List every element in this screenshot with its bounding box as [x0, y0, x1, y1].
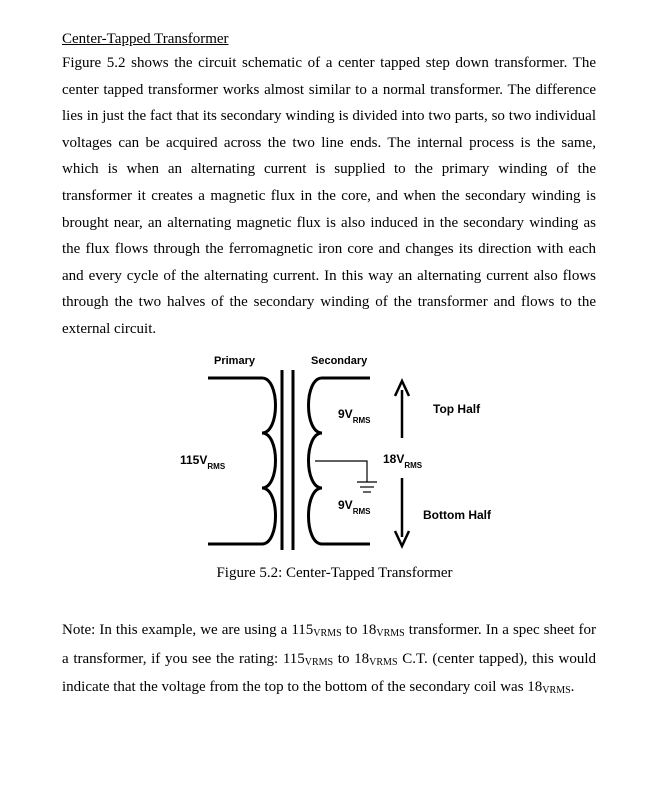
transformer-figure [170, 350, 510, 555]
document-body [62, 28, 596, 343]
top-voltage-label: $9V_{RMS}$ [338, 407, 371, 425]
total-voltage-label: $18V_{RMS}$ [383, 452, 423, 470]
bottom-voltage-label: $9V_{RMS}$ [338, 498, 371, 516]
bottom-arrow-icon [395, 478, 409, 546]
secondary-label: Secondary [311, 355, 368, 367]
top-arrow-icon [395, 381, 409, 438]
top-half-label: Top Half [433, 402, 481, 416]
primary-coil [262, 378, 276, 544]
body-paragraph: Figure 5.2 shows the circuit schematic of a center tapped step down transformer. The center tapped transformer works almost similar to a normal transformer. The difference lies in just the fact that its secondary winding is divided into two parts, so two individual voltages can be acquired across the two line ends. The internal process is the same, which is when an alternating current is supplied to the primary winding of the transformer it creates a magnetic flux in the core, and when the secondary winding is brought near, an alternating magnetic flux is also induced in the secondary winding as the flux flows through the ferromagnetic iron core and changes its direction with each and every cycle of the alternating current. In this way an alternating current also flows through the two halves of the secondary winding of the transformer and flows to the external circuit. [62, 55, 596, 337]
primary-label: Primary [214, 355, 255, 367]
figure-caption: Figure 5.2: Center-Tapped Transformer [216, 565, 453, 581]
note-block [62, 617, 596, 703]
center-tap-wire [315, 461, 367, 482]
section-heading: Center-Tapped Transformer [62, 31, 229, 47]
input-voltage-label: $115V_{RMS}$ [180, 453, 226, 471]
note-paragraph: Note: In this example, we are using a 115VRMS to 18VRMS transformer. In a spec sheet for a transformer, if you see the rating: 115VRMS to 18VRMS C.T. (center tapped), this would indicate that the voltage from the top to the bottom of the secondary coil was 18VRMS. [62, 622, 596, 697]
bottom-half-label: Bottom Half [423, 508, 491, 522]
